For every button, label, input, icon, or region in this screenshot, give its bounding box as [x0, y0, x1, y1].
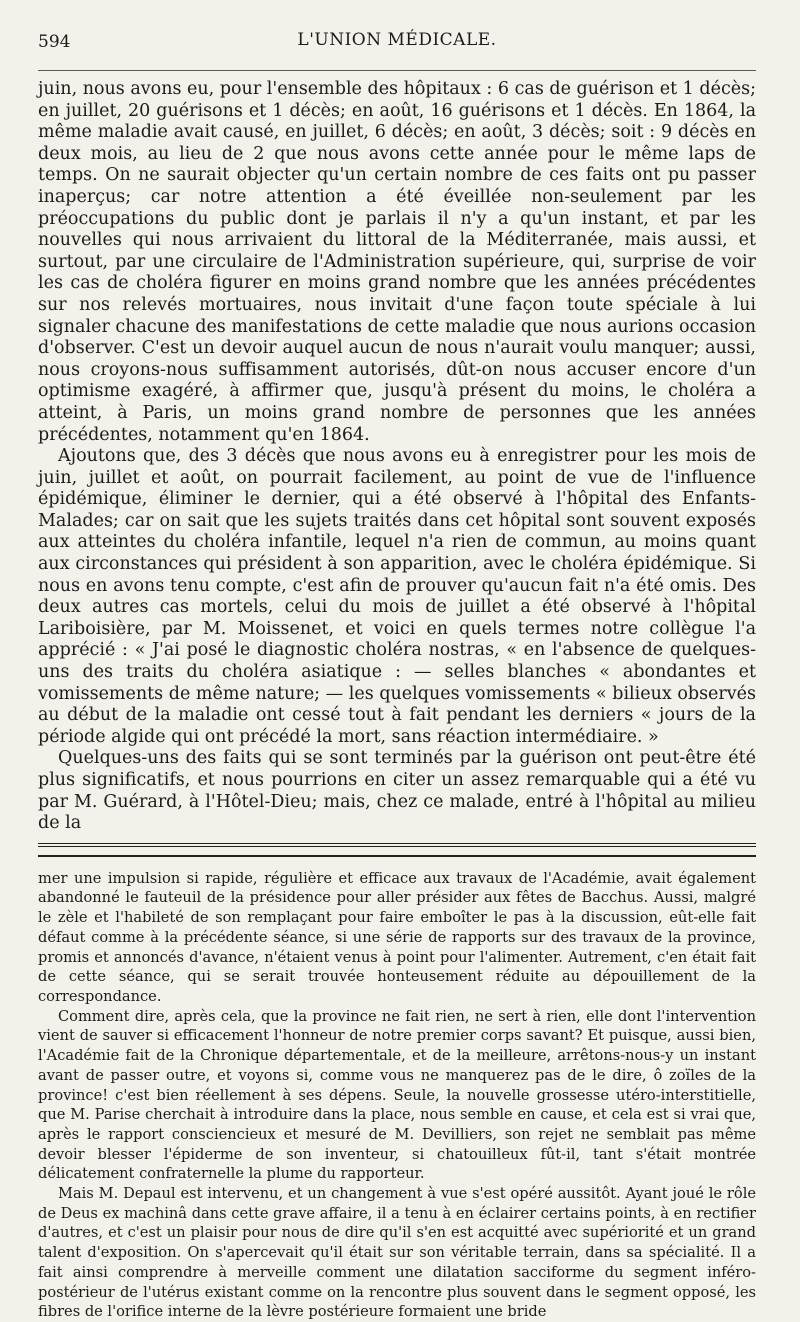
- page-number: 594: [38, 32, 71, 52]
- feuilleton-column: [38, 869, 756, 1322]
- main-article: [38, 79, 756, 835]
- main-paragraph-1: juin, nous avons eu, pour l'ensemble des hôpitaux : 6 cas de guérison et 1 décès; en juillet, 20 guérisons et 1 décès; en août, 16 guérisons et 1 décès. En 1864, la même maladie avait causé, en juillet, 6 décès; en août, 3 décès; soit : 9 décès en deux mois, au lieu de 2 que nous avons cette année pour le même laps de temps. On ne saurait objecter qu'un certain nombre de ces faits ont pu passer inaperçus; car notre attention a été éveillée non-seulement par les préoccupations du public dont je parlais il n'y a qu'un instant, et par les nouvelles qui nous arrivaient du littoral de la Méditerranée, mais aussi, et surtout, par une circulaire de l'Administration supérieure, qui, surprise de voir les cas de choléra figurer en moins grand nombre que les années précédentes sur nos relevés mortuaires, nous invitait d'une façon toute spéciale à lui signaler chacune des manifestations de cette maladie que nous aurions occasion d'observer. C'est un devoir auquel aucun de nous n'aurait voulu manquer; aussi, nous croyons-nous suffisamment autorisés, dût-on nous accuser encore d'un optimisme exagéré, à affirmer que, jusqu'à présent du moins, le choléra a atteint, à Paris, un moins grand nombre de personnes que les années précédentes, notamment qu'en 1864.: [38, 79, 756, 445]
- running-title: L'UNION MÉDICALE.: [297, 30, 497, 50]
- feuilleton-divider: [38, 843, 756, 857]
- main-paragraph-2: Ajoutons que, des 3 décès que nous avons eu à enregistrer pour les mois de juin, juillet et août, on pourrait facilement, au point de vue de l'influence épidémique, éliminer le dernier, qui a été observé à l'hôpital des Enfants-Malades; car on sait que les sujets traités dans cet hôpital sont souvent exposés aux atteintes du choléra infantile, lequel n'a rien de commun, au moins quant aux circonstances qui président à son apparition, avec le choléra épidémique. Si nous en avons tenu compte, c'est afin de prouver qu'aucun fait n'a été omis. Des deux autres cas mortels, celui du mois de juillet a été observé à l'hôpital Lariboisière, par M. Moissenet, et voici en quels termes notre collègue l'a apprécié : « J'ai posé le diagnostic choléra nostras, « en l'absence de quelques-uns des traits du choléra asiatique : — selles blanches « abondantes et vomissements de même nature; — les quelques vomissements « bilieux observés au début de la maladie ont cessé tout à fait pendant les derniers « jours de la période algide qui ont précédé la mort, sans réaction intermédiaire. »: [38, 446, 756, 747]
- feuilleton-paragraph-2: Comment dire, après cela, que la province ne fait rien, ne sert à rien, elle dont l'intervention vient de sauver si efficacement l'honneur de notre premier corps savant? Et puisque, aussi bien, l'Académie fait de la Chronique départementale, et de la meilleure, arrêtons-nous-y un instant avant de passer outre, et voyons si, comme vous ne manquerez pas de le dire, ô zoïles de la province! c'est bien réellement à ses dépens. Seule, la nouvelle grossesse utéro-interstitielle, que M. Parise cherchait à introduire dans la place, nous semble en cause, et cela est si vrai que, après le rapport consciencieux et mesuré de M. Devilliers, son rejet ne semblait pas même devoir blesser l'épiderme de son inventeur, si chatouilleux fût-il, tant s'était montrée délicatement confraternelle la plume du rapporteur.: [38, 1007, 756, 1183]
- page-header: [38, 26, 756, 71]
- main-paragraph-3: Quelques-uns des faits qui se sont terminés par la guérison ont peut-être été plus significatifs, et nous pourrions en citer un assez remarquable qui a été vu par M. Guérard, à l'Hôtel-Dieu; mais, chez ce malade, entré à l'hôpital au milieu de la: [38, 748, 756, 834]
- feuilleton-paragraph-3: Mais M. Depaul est intervenu, et un changement à vue s'est opéré aussitôt. Ayant joué le rôle de Deus ex machinâ dans cette grave affaire, il a tenu à en éclairer certains points, à en rectifier d'autres, et c'est un plaisir pour nous de dire qu'il s'en est acquitté avec supériorité et un grand talent d'exposition. On s'apercevait qu'il était sur son véritable terrain, dans sa spécialité. Il a fait ainsi comprendre à merveille comment une dilatation sacciforme du segment inféro-postérieur de l'utérus existant comme on la rencontre plus souvent dans le segment opposé, les fibres de l'orifice interne de la lèvre postérieure formaient une bride: [38, 1185, 756, 1321]
- feuilleton-paragraph-1: mer une impulsion si rapide, régulière et efficace aux travaux de l'Académie, avait également abandonné le fauteuil de la présidence pour aller présider aux fêtes de Bacchus. Aussi, malgré le zèle et l'habileté de son remplaçant pour faire emboîter le pas à la discussion, eût-elle fait défaut comme à la précédente séance, si une série de rapports sur des travaux de la province, promis et annoncés d'avance, n'étaient venus à point pour l'alimenter. Autrement, c'en était fait de cette séance, qui se serait trouvée honteusement réduite au dépouillement de la correspondance.: [38, 869, 756, 1005]
